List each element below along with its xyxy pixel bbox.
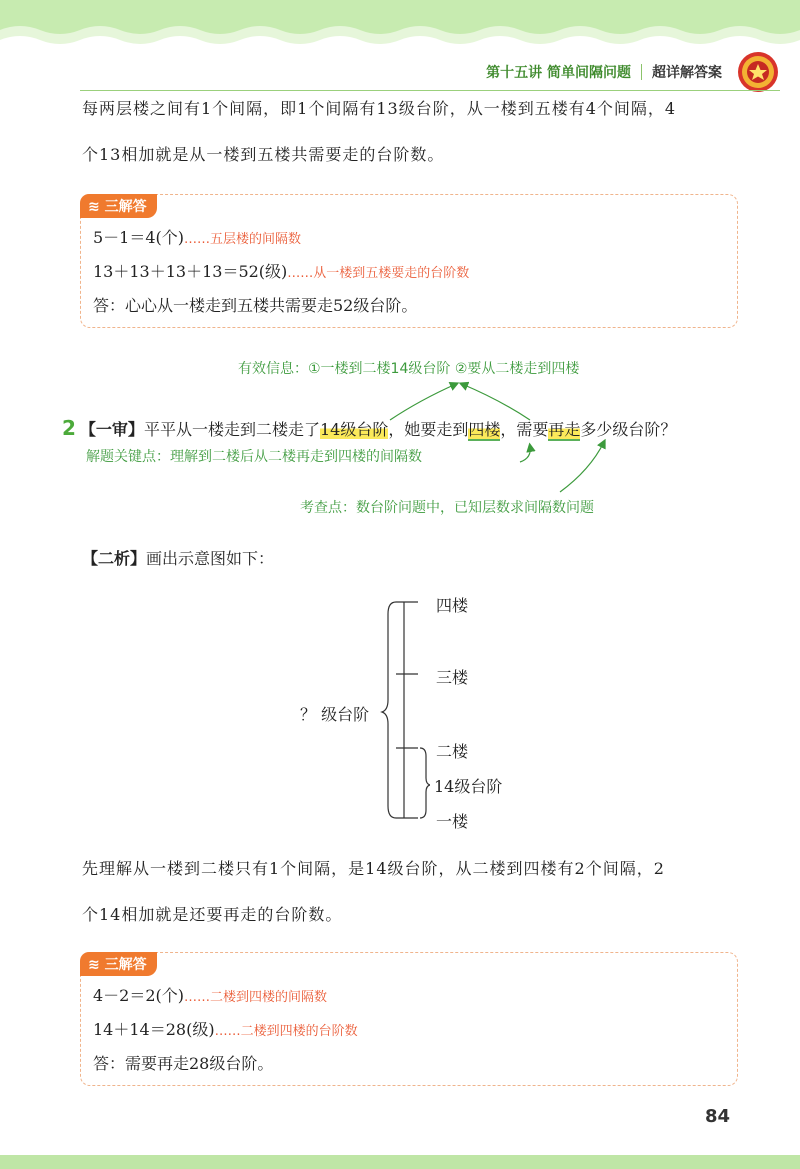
top-decorative-band: [0, 0, 800, 52]
answer-tag: ≋ 三解答: [80, 194, 157, 218]
bottom-decorative-band: [0, 1155, 800, 1169]
lesson-title: 第十五讲 简单间隔问题: [486, 65, 631, 81]
question-text: ，需要: [500, 420, 549, 439]
floor-4-label: 四楼: [436, 596, 469, 615]
analysis-text: 画出示意图如下：: [146, 549, 275, 568]
page-header: [486, 58, 780, 86]
question-text: 平平从一楼走到二楼走了: [143, 420, 320, 439]
intro-line-1: 每两层楼之间有1个间隔，即1个间隔有13级台阶，从一楼到五楼有4个间隔，4: [82, 99, 677, 118]
highlight-walk-more: 再走: [548, 420, 581, 439]
equation-note: ……二楼到四楼的台阶数: [214, 1024, 358, 1039]
answer-box-2: [80, 952, 738, 1086]
explanation-paragraph: [82, 846, 750, 938]
explain-line-2: 个14相加就是还要再走的台阶数。: [82, 905, 343, 924]
equation: 5－1＝4(个): [93, 228, 185, 247]
equation-note: ……二楼到四楼的间隔数: [184, 990, 328, 1005]
highlight-14-steps: 14级台阶: [319, 420, 389, 439]
header-divider: [641, 64, 642, 80]
answer-line: [93, 225, 301, 248]
answer-statement: 答：需要再走28级台阶。: [93, 1054, 274, 1073]
annotation-effective-info: 有效信息：①一楼到二楼14级台阶 ②要从二楼走到四楼: [238, 361, 580, 377]
annotation-test-point: 考查点：数台阶问题中，已知层数求间隔数问题: [300, 500, 594, 516]
answer-line: [93, 1017, 358, 1040]
fourteen-steps-label: 14级台阶: [434, 777, 503, 796]
analysis-line: [82, 546, 274, 569]
step-tag-analysis: 【二析】: [82, 549, 147, 568]
question-number: 2: [62, 416, 76, 440]
highlight-fourth-floor: 四楼: [468, 420, 501, 439]
question-text: 多少级台阶？: [580, 420, 677, 439]
answer-tag: ≋ 三解答: [80, 952, 157, 976]
intro-line-2: 个13相加就是从一楼到五楼共需要走的台阶数。: [82, 145, 445, 164]
page-number: 84: [704, 1106, 730, 1127]
floor-2-label: 二楼: [436, 742, 469, 761]
answer-box-1: [80, 194, 738, 328]
equation-note: ……五层楼的间隔数: [184, 232, 302, 247]
equation: 13＋13＋13＋13＝52(级): [93, 262, 288, 281]
answer-line: [93, 259, 469, 282]
answer-line: [93, 983, 327, 1006]
equation-note: ……从一楼到五楼要走的台阶数: [287, 266, 470, 281]
floor-3-label: 三楼: [436, 668, 469, 687]
answer-statement: 答：心心从一楼走到五楼共需要走52级台阶。: [93, 296, 418, 315]
question-2: [62, 416, 676, 440]
floor-1-label: 一楼: [436, 812, 469, 831]
explain-line-1: 先理解从一楼到二楼只有1个间隔，是14级台阶，从二楼到四楼有2个间隔，2: [82, 859, 665, 878]
unknown-steps-label: ？ 级台阶: [300, 705, 370, 724]
equation: 4－2＝2(个): [93, 986, 185, 1005]
annotation-key-point: 解题关键点：理解到二楼后从二楼再走到四楼的间隔数: [86, 449, 422, 465]
question-text: ，她要走到: [388, 420, 469, 439]
intro-paragraph: [82, 86, 750, 178]
floor-diagram: [370, 590, 430, 830]
equation: 14＋14＝28(级): [93, 1020, 215, 1039]
book-title: 超详解答案: [652, 65, 722, 81]
step-tag-review: 【一审】: [79, 420, 144, 439]
